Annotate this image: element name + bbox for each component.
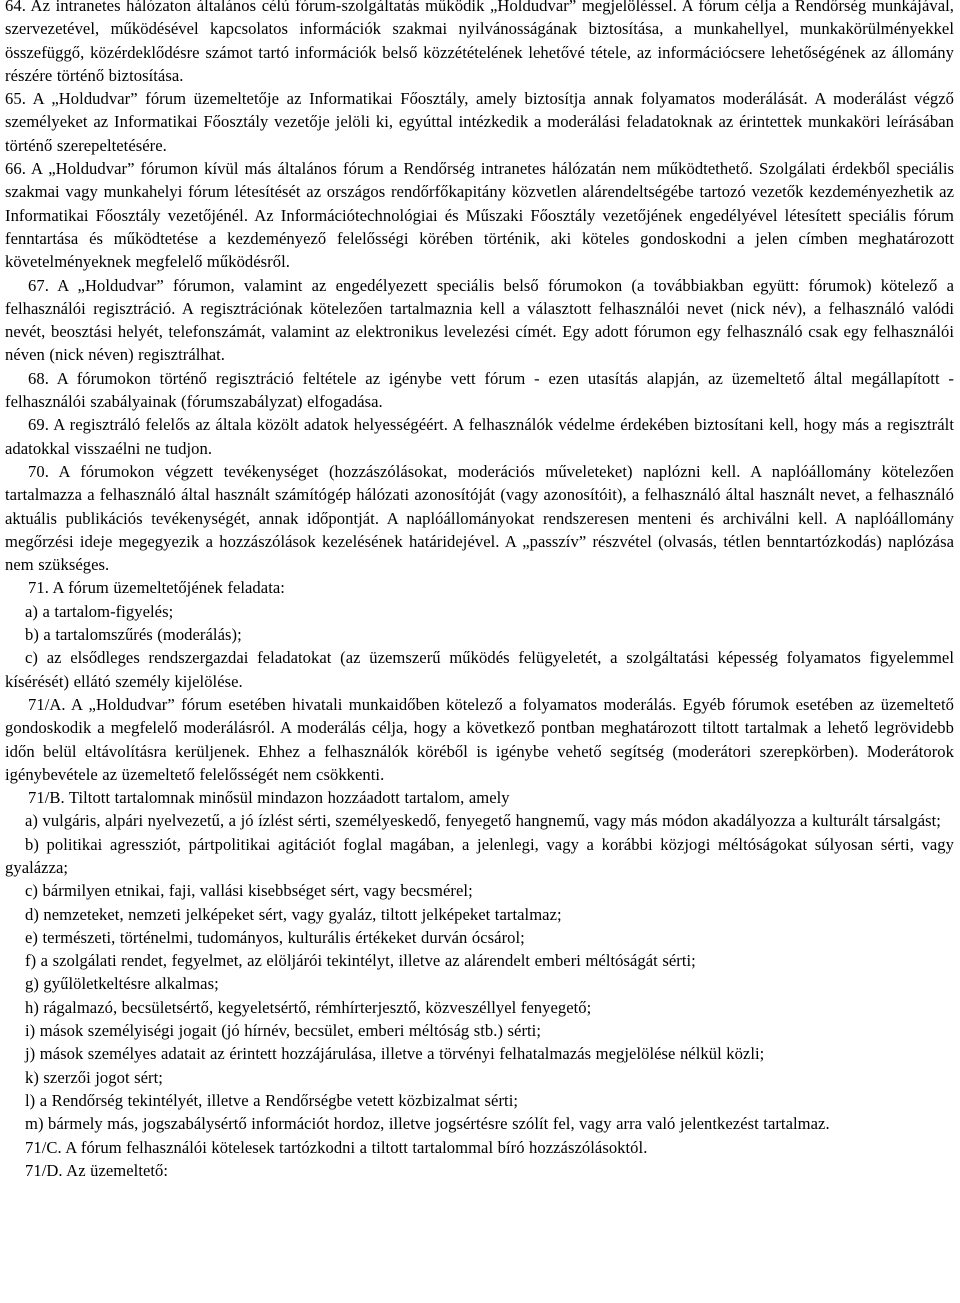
paragraph-64: 64. Az intranetes hálózaton általános célú fórum-szolgáltatás működik „Holdudvar” megjelöléssel. A fórum célja a Rendőrség munkájával, szervezetével, működésével kapcsolatos információk szakmai nyilvánosságának biztosítása, a munkahellyel, munkakörülményekkel összefüggő, közérdeklődésre számot tartó információk belső közzétételének lehetővé tétele, az információcsere lehetőségének az állomány részére történő biztosítása. (5, 0, 954, 85)
list-item-71b-c: c) bármilyen etnikai, faji, vallási kisebbséget sért, vagy becsmérel; (25, 881, 473, 901)
list-item-71-c: c) az elsődleges rendszergazdai feladatokat (az üzemszerű működés felügyeletét, a szolgáltatási képesség folyamatos figyelemmel kísérését) ellátó személy kijelölése. (5, 648, 954, 691)
paragraph-70: 70. A fórumokon végzett tevékenységet (hozzászólásokat, moderációs műveleteket) naplózni kell. A naplóállomány kötelezően tartalmazza a felhasználó által használt számítógép hálózati azonosítóját (vagy azonosítóit), a felhasználó által használt nevet, a felhasználó aktuális publikációs tevékenységét, annak időpontját. A naplóállományokat rendszeresen menteni és archiválni kell. A naplóállomány megőrzési ideje megegyezik a hozzászólások kezelésének határidejével. A „passzív” részvétel (olvasás, tétlen benntartózkodás) naplózása nem szükséges. (5, 461, 954, 575)
list-item-71b-m: m) bármely más, jogszabálysértő információt hordoz, illetve jogsértésre szólít fel, vagy arra való jelentkezést tartalmaz. (25, 1114, 830, 1134)
list-item-71b-f: f) a szolgálati rendet, fegyelmet, az elöljárói tekintélyt, illetve az alárendelt emberi méltóságát sérti; (25, 951, 696, 971)
list-item-71b-k: k) szerzői jogot sért; (25, 1067, 163, 1087)
list-item-71b-a: a) vulgáris, alpári nyelvezetű, a jó ízlést sérti, személyeskedő, fenyegető hangnemű, vagy más módon akadályozza a kulturált társalgást; (25, 811, 941, 831)
list-item-71b-e: e) természeti, történelmi, tudományos, kulturális értékeket durván ócsárol; (25, 927, 525, 947)
paragraph-66: 66. A „Holdudvar” fórumon kívül más általános fórum a Rendőrség intranetes hálózatán nem működtethető. Szolgálati érdekből speciális szakmai vagy munkahelyi fórum létesítését az országos rendőrfőkapitány közvetlen alárendeltségébe tartozó vezetők kezdeményezhetik az Informatikai Főosztály vezetőjénél. Az Információtechnológiai és Műszaki Főosztály vezetőjének engedélyével létesített speciális fórum fenntartása és működtetése a kezdeményező felelősségi körében történik, aki köteles gondoskodni a jelen címben meghatározott követelményeknek megfelelő működésről. (5, 159, 954, 272)
list-item-71b-b: b) politikai agressziót, pártpolitikai agitációt foglal magában, a jelenlegi, vagy a korábbi közjogi méltóságokat súlyosan sérti, vagy gyalázza; (5, 834, 954, 877)
list-item-71b-j: j) mások személyes adatait az érintett hozzájárulása, illetve a törvényi felhatalmazás megjelölése nélkül közli; (25, 1044, 765, 1064)
paragraph-68: 68. A fórumokon történő regisztráció feltétele az igénybe vett fórum - ezen utasítás alapján, az üzemeltető által megállapított - felhasználói szabályainak (fórumszabályzat) elfogadása. (5, 368, 954, 412)
document-body (5, 0, 954, 1182)
paragraph-71c: 71/C. A fórum felhasználói kötelesek tartózkodni a tiltott tartalommal bíró hozzászólásoktól. (25, 1137, 648, 1157)
paragraph-67: 67. A „Holdudvar” fórumon, valamint az engedélyezett speciális belső fórumokon (a továbbiakban együtt: fórumok) kötelező a felhasználói regisztráció. A regisztrációnak kötelezően tartalmaznia kell a választott felhasználói nevet (nick név), a felhasználó valódi nevét, beosztási helyét, telefonszámát, valamint az elektronikus levelezési címét. Egy adott fórumon egy felhasználó csak egy felhasználói néven (nick néven) regisztrálhat. (5, 275, 954, 365)
list-item-71b-h: h) rágalmazó, becsületsértő, kegyeletsértő, rémhírterjesztő, közveszéllyel fenyegető; (25, 997, 592, 1017)
list-item-71b-g: g) gyűlöletkeltésre alkalmas; (25, 974, 219, 994)
paragraph-71a: 71/A. A „Holdudvar” fórum esetében hivatali munkaidőben kötelező a folyamatos moderálás. Egyéb fórumok esetében az üzemeltető gondoskodik a megfelelő moderálásról. A moderálás célja, hogy a következő pontban meghatározott tiltott tartalmak a lehető legrövidebb időn belül eltávolításra kerüljenek. Ehhez a felhasználók köréből is igénybe vehető segítség (moderátori szerepkörben). Moderátorok igénybevétele az üzemeltető felelősségét nem csökkenti. (5, 694, 954, 784)
paragraph-71: 71. A fórum üzemeltetőjének feladata: (28, 578, 285, 598)
list-item-71b-l: l) a Rendőrség tekintélyét, illetve a Rendőrségbe vetett közbizalmat sérti; (25, 1090, 519, 1110)
paragraph-69: 69. A regisztráló felelős az általa közölt adatok helyességéért. A felhasználók védelme érdekében biztosítani kell, hogy más a regisztrált adatokkal visszaélni ne tudjon. (5, 415, 954, 458)
list-item-71b-i: i) mások személyiségi jogait (jó hírnév, becsület, emberi méltóság stb.) sérti; (25, 1021, 541, 1041)
list-item-71b-d: d) nemzeteket, nemzeti jelképeket sért, vagy gyaláz, tiltott jelképeket tartalmaz; (25, 904, 562, 924)
list-item-71-a: a) a tartalom-figyelés; (25, 601, 174, 621)
paragraph-65: 65. A „Holdudvar” fórum üzemeltetője az Informatikai Főosztály, amely biztosítja annak folyamatos moderálását. A moderálást végző személyeket az Informatikai Főosztály vezetője jelöli ki, egyúttal intézkedik a moderálási feladatoknak az érintettek munkaköri leírásában történő szerepeltetésére. (5, 89, 954, 155)
paragraph-71b: 71/B. Tiltott tartalomnak minősül mindazon hozzáadott tartalom, amely (28, 788, 510, 808)
paragraph-71d: 71/D. Az üzemeltető: (25, 1160, 169, 1180)
list-item-71-b: b) a tartalomszűrés (moderálás); (25, 625, 242, 645)
